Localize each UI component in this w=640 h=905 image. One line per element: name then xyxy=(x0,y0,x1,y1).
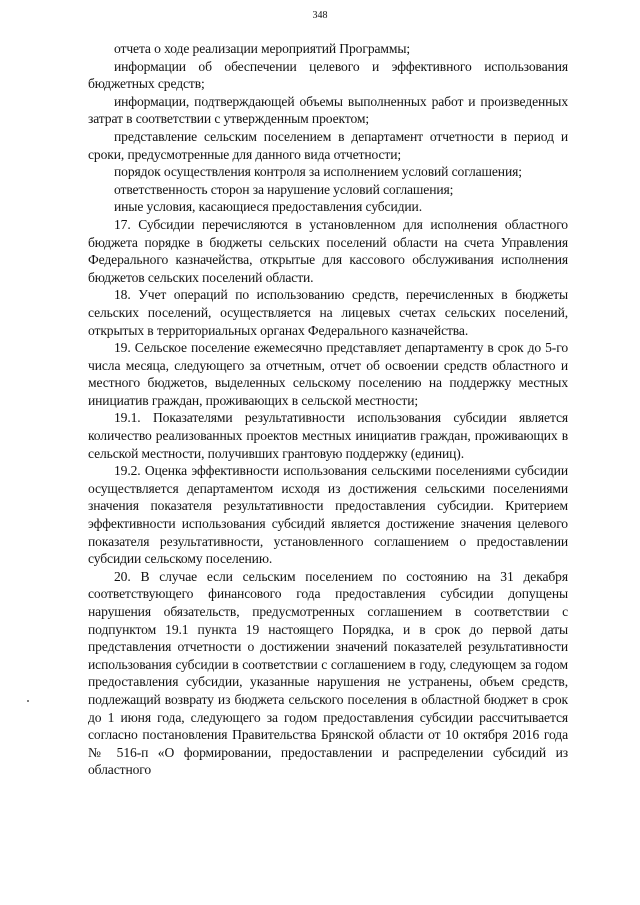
paragraph-clause-19-1: 19.1. Показателями результативности использования субсидии является количество реализованных проектов местных инициатив граждан, проживающих в сельской местности, получивших грантовую поддержку (единиц). xyxy=(88,410,568,461)
scan-speck xyxy=(27,700,29,702)
paragraph-control-procedure: порядок осуществления контроля за исполнением условий соглашения; xyxy=(114,164,522,180)
paragraph-clause-18: 18. Учет операций по использованию средств, перечисленных в бюджеты сельских поселений, осуществляется на лицевых счетах сельских поселений, открытых в территориальных органах Федерального казначейства. xyxy=(88,287,568,338)
page-number: 348 xyxy=(312,10,328,21)
paragraph-responsibility: ответственность сторон за нарушение условий соглашения; xyxy=(114,181,454,197)
paragraph-clause-19: 19. Сельское поселение ежемесячно представляет департаменту в срок до 5-го числа месяца, следующего за отчетным, отчет об освоении средств областного и местного бюджетов, выделенных сельскому поселению на поддержку местных инициатив граждан, проживающих в сельской местности; xyxy=(88,340,568,408)
document-body xyxy=(88,40,568,779)
paragraph-clause-19-2: 19.2. Оценка эффективности использования сельскими поселениями субсидии осуществляется департаментом исходя из достижения сельскими поселениями значения показателя результативности предоставления субсидии. Критерием эффективности использования субсидий является достижение значения целевого показателя результативности, установленного соглашением о предоставлении субсидии сельскому поселению. xyxy=(88,463,568,567)
paragraph-works-confirmation: информации, подтверждающей объемы выполненных работ и произведенных затрат в соответствии с утвержденным проектом; xyxy=(88,93,568,127)
paragraph-reporting-submission: представление сельским поселением в департамент отчетности в период и сроки, предусмотренные для данного вида отчетности; xyxy=(88,128,568,162)
paragraph-report-progress: отчета о ходе реализации мероприятий Программы; xyxy=(114,41,411,56)
paragraph-other-conditions: иные условия, касающиеся предоставления субсидии. xyxy=(114,199,422,215)
paragraph-clause-17: 17. Субсидии перечисляются в установленном для исполнения областного бюджета порядке в бюджеты сельских поселений области на счета Управления Федерального казначейства, открытые для кассового обслуживания исполнения бюджетов сельских поселений области. xyxy=(88,216,568,285)
paragraph-clause-20: 20. В случае если сельским поселением по состоянию на 31 декабря соответствующего финансового года предоставления субсидии допущены нарушения обязательств, предусмотренных соглашением в соответствии с подпунктом 19.1 пункта 19 настоящего Порядка, и в срок до первой даты представления отчетности о достижении значений показателей результативности использования субсидии в соответствии с соглашением в году, следующем за годом предоставления субсидии, указанные нарушения не устранены, объем средств, подлежащий возврату из бюджета сельского поселения в областной бюджет в срок до 1 июня года, следующего за годом предоставления субсидии рассчитывается согласно постановления Правительства Брянской области от 10 октября 2016 года № 516-п «О формировании, предоставлении и распределении субсидий из областного xyxy=(88,568,568,778)
paragraph-budget-use-info: информации об обеспечении целевого и эффективного использования бюджетных средств; xyxy=(88,58,568,92)
